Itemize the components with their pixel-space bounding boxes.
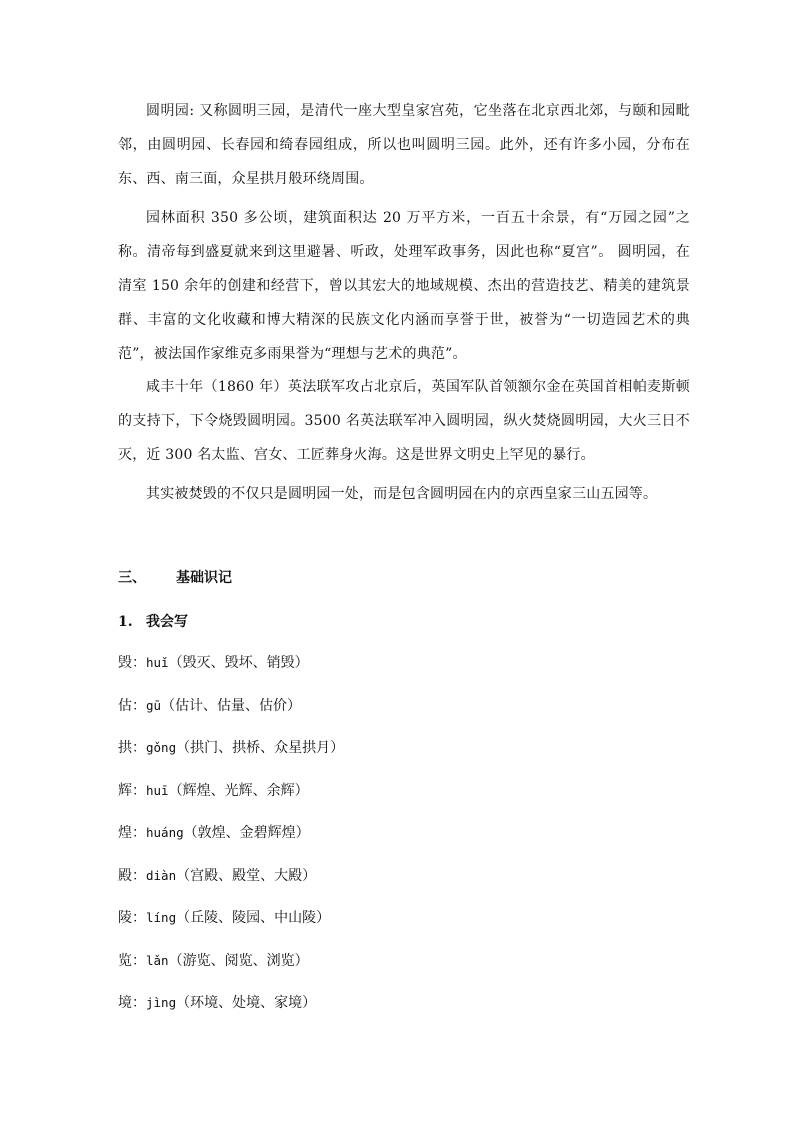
vocab-pinyin: huáng (146, 825, 184, 840)
subsection-heading (118, 610, 188, 634)
vocab-words: （敦煌、金碧辉煌） (183, 825, 310, 841)
vocab-words: （宫殿、殿堂、大殿） (176, 867, 317, 884)
vocab-pinyin: gū (146, 697, 162, 713)
vocab-character: 陵 (118, 910, 132, 926)
vocab-item: 估：gū（估计、估量、估价） (118, 697, 302, 714)
vocab-item: 辉：huī（辉煌、光辉、余辉） (118, 782, 309, 799)
paragraph-garden-area: 园林面积 350 多公顷，建筑面积达 20 万平方米，一百五十余景，有“万园之园”之称。清帝每到盛夏就来到这里避暑、听政，处理军政事务，因此也称“夏宫”。 圆明园，在清室 150 余年的创建和经营下，曾以其宏大的地域规模、杰出的营造技艺、精美的建筑景群、丰富的文化收藏和博大精深的民族文化内涵而享誉于世，被誉为“一切造园艺术的典范”，被法国作家维克多雨果誉为“理想与艺术的典范”。 (118, 210, 690, 362)
vocab-character: 境 (118, 995, 132, 1011)
vocab-item: 境：jìng（环境、处境、家境） (118, 995, 317, 1011)
vocab-pinyin: gǒng (146, 740, 177, 755)
section-heading (118, 566, 232, 590)
section-number: 三、 (118, 570, 146, 586)
vocab-item: 煌：huáng（敦煌、金碧辉煌） (118, 825, 310, 841)
vocab-item: 毁：huǐ（毁灭、毁坏、销毁） (118, 655, 309, 671)
vocab-words: （毁灭、毁坏、销毁） (168, 655, 309, 671)
vocab-words: （游览、阅览、浏览） (168, 952, 309, 969)
subsection-title: 我会写 (146, 614, 188, 630)
vocab-item: 陵：líng（丘陵、陵园、中山陵） (118, 910, 331, 926)
vocab-words: （丘陵、陵园、中山陵） (176, 910, 331, 926)
subsection-number: 1. (118, 614, 133, 630)
paragraph-three-hills-five-gardens: 其实被焚毁的不仅只是圆明园一处，而是包含圆明园在内的京西皇家三山五园等。 (146, 486, 658, 502)
vocab-pinyin: lǎn (146, 952, 169, 968)
section-title: 基础识记 (176, 570, 232, 586)
vocab-words: （环境、处境、家境） (176, 995, 317, 1011)
vocab-item: 览：lǎn（游览、阅览、浏览） (118, 952, 309, 969)
vocab-character: 煌 (118, 825, 132, 841)
vocab-pinyin: diàn (146, 867, 177, 883)
vocab-list (118, 651, 678, 1034)
vocab-character: 拱 (118, 740, 132, 756)
vocab-item: 拱：gǒng（拱门、拱桥、众星拱月） (118, 740, 345, 756)
vocab-character: 毁 (118, 655, 132, 671)
vocab-character: 览 (118, 952, 132, 969)
vocab-character: 殿 (118, 867, 132, 884)
vocab-pinyin: huī (146, 782, 169, 798)
vocab-character: 估 (118, 697, 132, 714)
vocab-words: （辉煌、光辉、余辉） (168, 782, 309, 799)
vocab-character: 辉 (118, 782, 132, 799)
vocab-pinyin: huǐ (146, 655, 169, 670)
paragraph-burning-history: 咸丰十年（1860 年）英法联军攻占北京后，英国军队首领额尔金在英国首相帕麦斯顿的支持下，下令烧毁圆明园。3500 名英法联军冲入圆明园，纵火焚烧圆明园，大火三日不灭，近 300 名太监、宫女、工匠葬身火海。这是世界文明史上罕见的暴行。 (118, 379, 690, 463)
vocab-item: 殿：diàn（宫殿、殿堂、大殿） (118, 867, 317, 884)
paragraph-yuanmingyuan-intro: 圆明园: 又称圆明三园，是清代一座大型皇家宫苑，它坐落在北京西北郊，与颐和园毗邻，由圆明园、长春园和绮春园组成，所以也叫圆明三园。此外，还有许多小园，分布在东、西、南三面，众星拱月般环绕周围。 (118, 103, 690, 187)
vocab-pinyin: líng (146, 910, 177, 925)
vocab-words: （估计、估量、估价） (161, 697, 302, 714)
vocab-words: （拱门、拱桥、众星拱月） (176, 740, 345, 756)
vocab-pinyin: jìng (146, 995, 177, 1010)
